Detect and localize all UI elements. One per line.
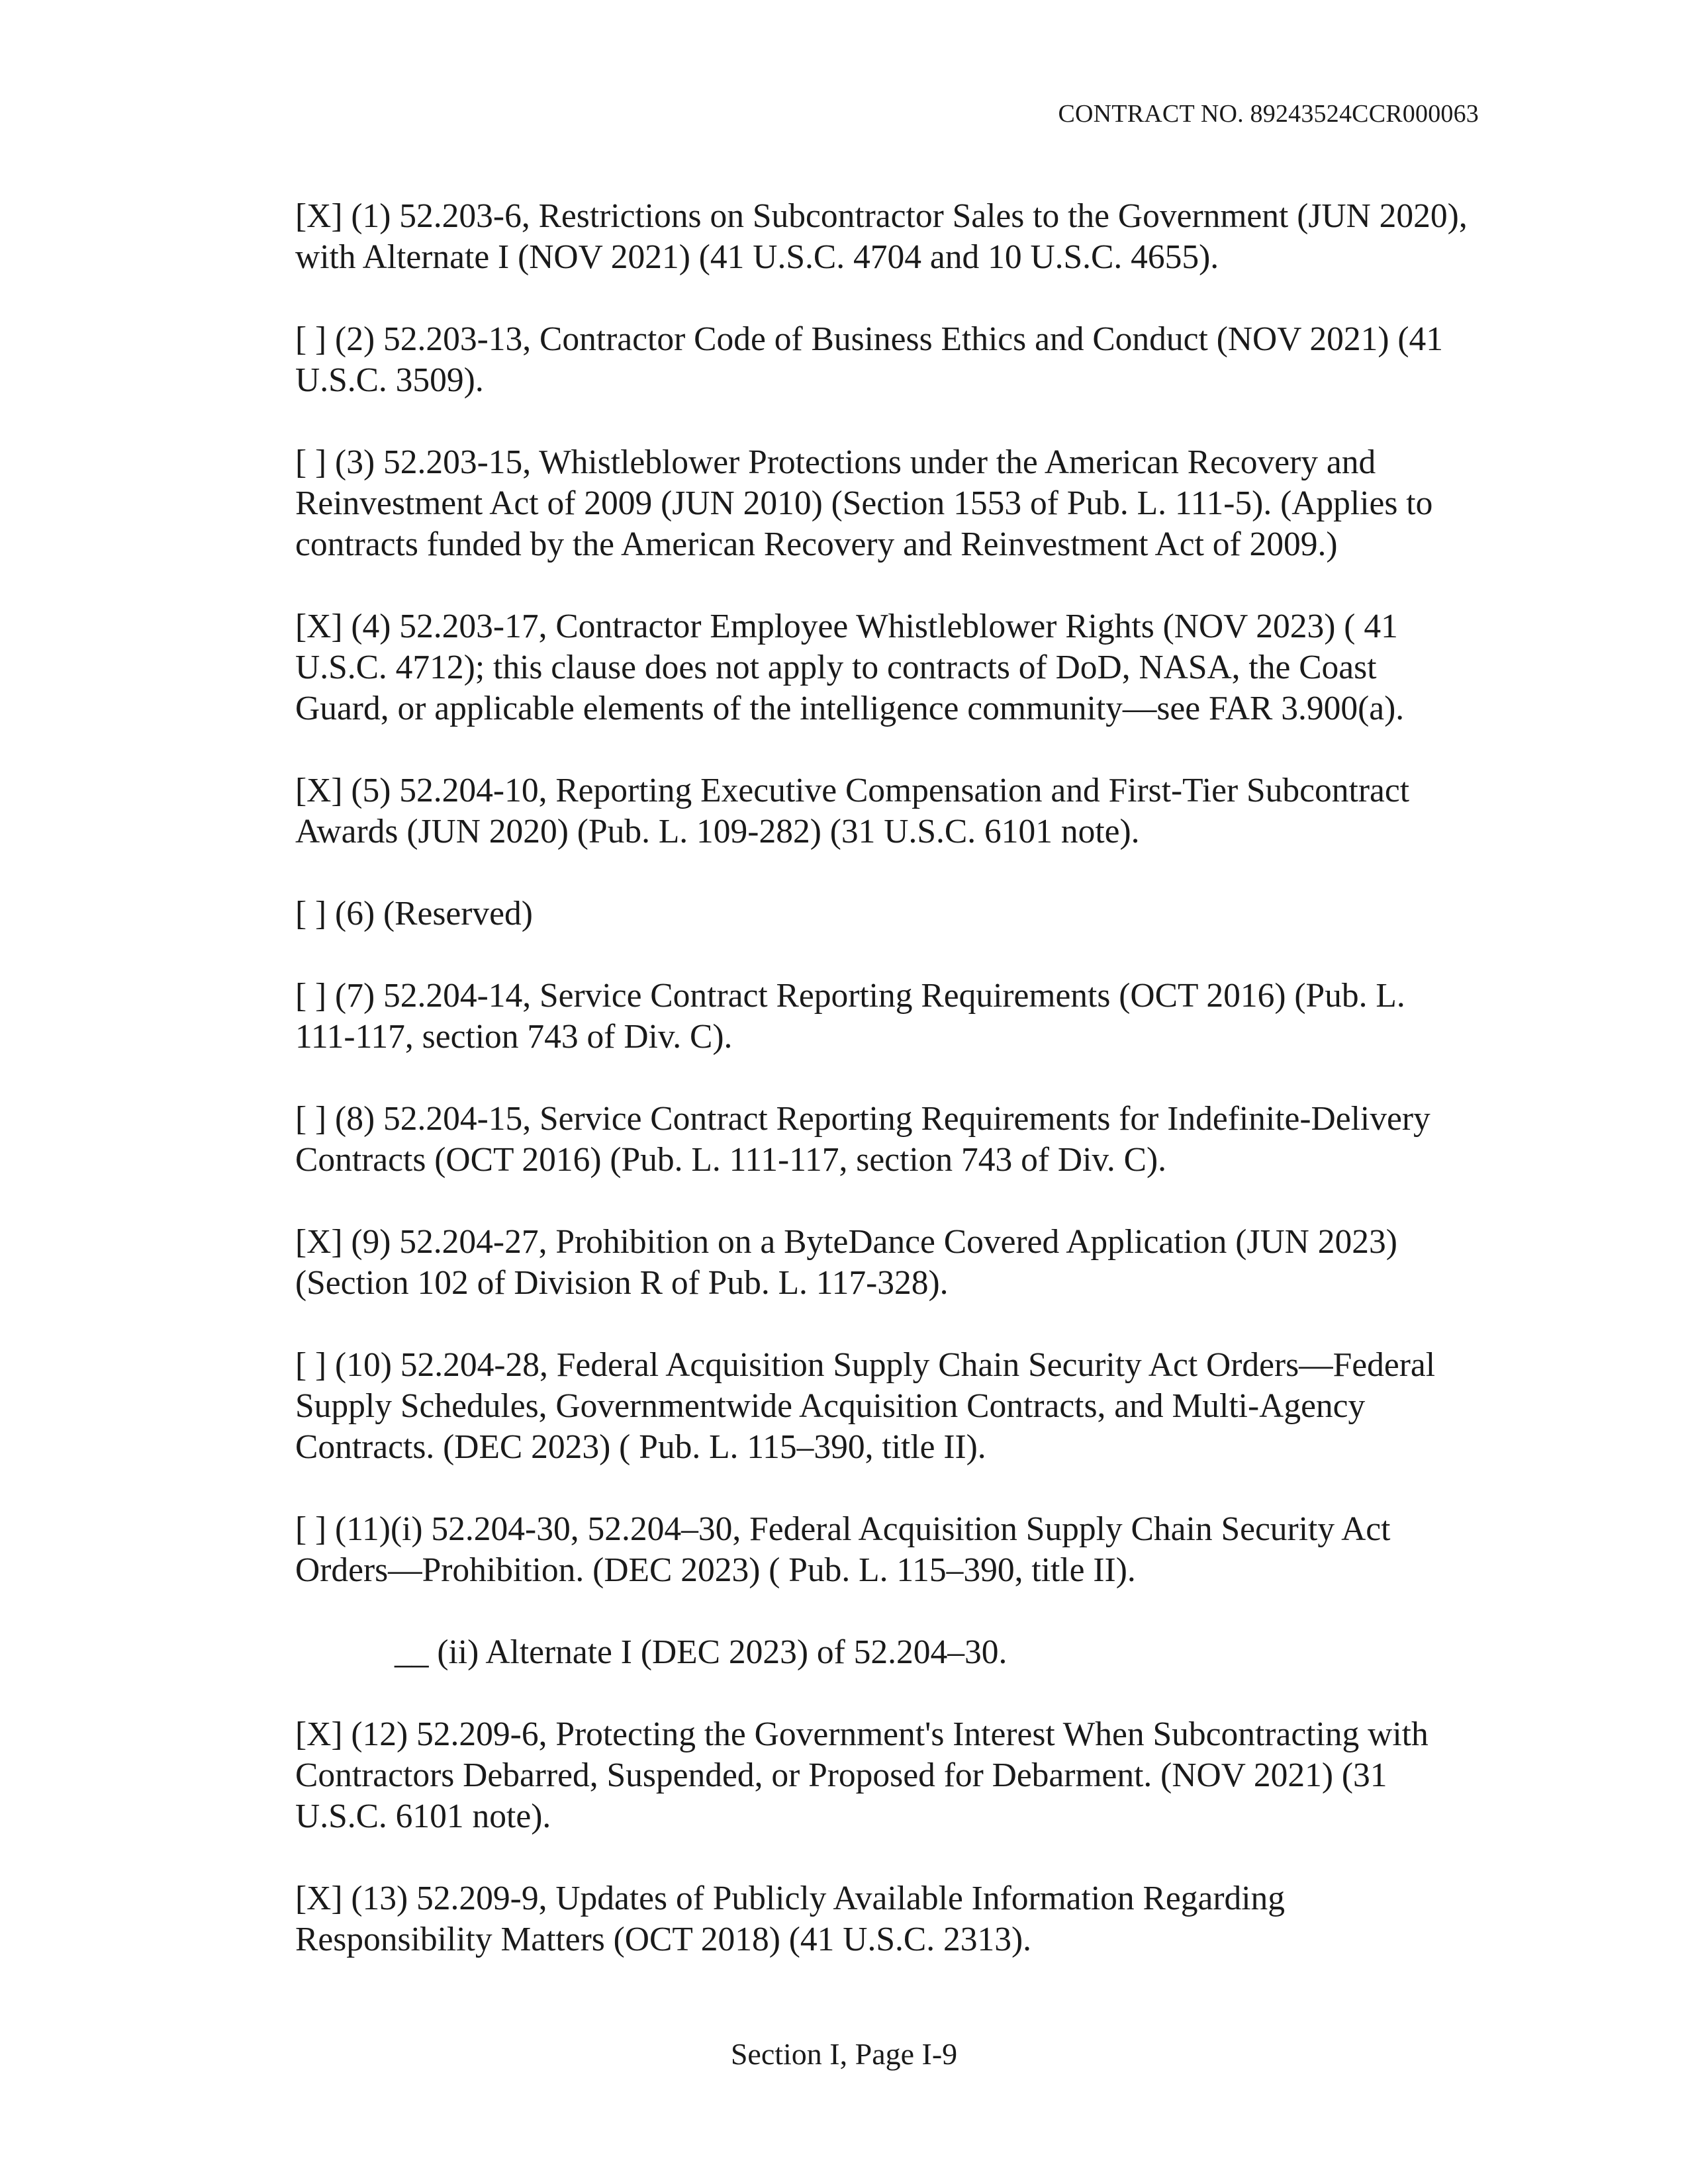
clause-9: [X] (9) 52.204-27, Prohibition on a ByteDance Covered Application (JUN 2023) (Section 102 of Division R of Pub. L. 117-328). bbox=[295, 1223, 1397, 1302]
contract-number-header: CONTRACT NO. 89243524CCR000063 bbox=[1058, 100, 1479, 128]
clause-12: [X] (12) 52.209-6, Protecting the Government's Interest When Subcontracting with Contractors Debarred, Suspended, or Proposed for Debarment. (NOV 2021) (31 U.S.C. 6101 note). bbox=[295, 1715, 1429, 1835]
clause-10: [ ] (10) 52.204-28, Federal Acquisition Supply Chain Security Act Orders—Federal Supply Schedules, Governmentwide Acquisition Contracts, and Multi-Agency Contracts. (DEC 2023) ( Pub. L. 115–390, title II). bbox=[295, 1346, 1436, 1466]
page-footer: Section I, Page I-9 bbox=[730, 2037, 958, 2071]
clause-3: [ ] (3) 52.203-15, Whistleblower Protections under the American Recovery and Reinvestment Act of 2009 (JUN 2010) (Section 1553 of Pub. L. 111-5). (Applies to contracts funded by the American Recovery and Reinvestment Act of 2009.) bbox=[295, 443, 1433, 563]
clause-2: [ ] (2) 52.203-13, Contractor Code of Business Ethics and Conduct (NOV 2021) (41 U.S.C. 3509). bbox=[295, 320, 1444, 399]
clause-list bbox=[295, 196, 1474, 2001]
clause-13: [X] (13) 52.209-9, Updates of Publicly Available Information Regarding Responsibility Matters (OCT 2018) (41 U.S.C. 2313). bbox=[295, 1880, 1286, 1958]
clause-1: [X] (1) 52.203-6, Restrictions on Subcontractor Sales to the Government (JUN 2020), with Alternate I (NOV 2021) (41 U.S.C. 4704 and 10 U.S.C. 4655). bbox=[295, 197, 1468, 276]
clause-5: [X] (5) 52.204-10, Reporting Executive Compensation and First-Tier Subcontract Awards (JUN 2020) (Pub. L. 109-282) (31 U.S.C. 6101 note). bbox=[295, 772, 1410, 850]
clause-11-i: [ ] (11)(i) 52.204-30, 52.204–30, Federal Acquisition Supply Chain Security Act Orders—Prohibition. (DEC 2023) ( Pub. L. 115–390, title II). bbox=[295, 1510, 1391, 1589]
clause-7: [ ] (7) 52.204-14, Service Contract Reporting Requirements (OCT 2016) (Pub. L. 111-117, section 743 of Div. C). bbox=[295, 977, 1405, 1056]
clause-8: [ ] (8) 52.204-15, Service Contract Reporting Requirements for Indefinite-Delivery Contracts (OCT 2016) (Pub. L. 111-117, section 743 of Div. C). bbox=[295, 1100, 1430, 1179]
clause-4: [X] (4) 52.203-17, Contractor Employee Whistleblower Rights (NOV 2023) ( 41 U.S.C. 4712); this clause does not apply to contracts of DoD, NASA, the Coast Guard, or applicable elements of the intelligence community—see FAR 3.900(a). bbox=[295, 608, 1405, 727]
clause-11-ii: __ (ii) Alternate I (DEC 2023) of 52.204–30. bbox=[395, 1633, 1008, 1671]
clause-6: [ ] (6) (Reserved) bbox=[295, 895, 533, 933]
